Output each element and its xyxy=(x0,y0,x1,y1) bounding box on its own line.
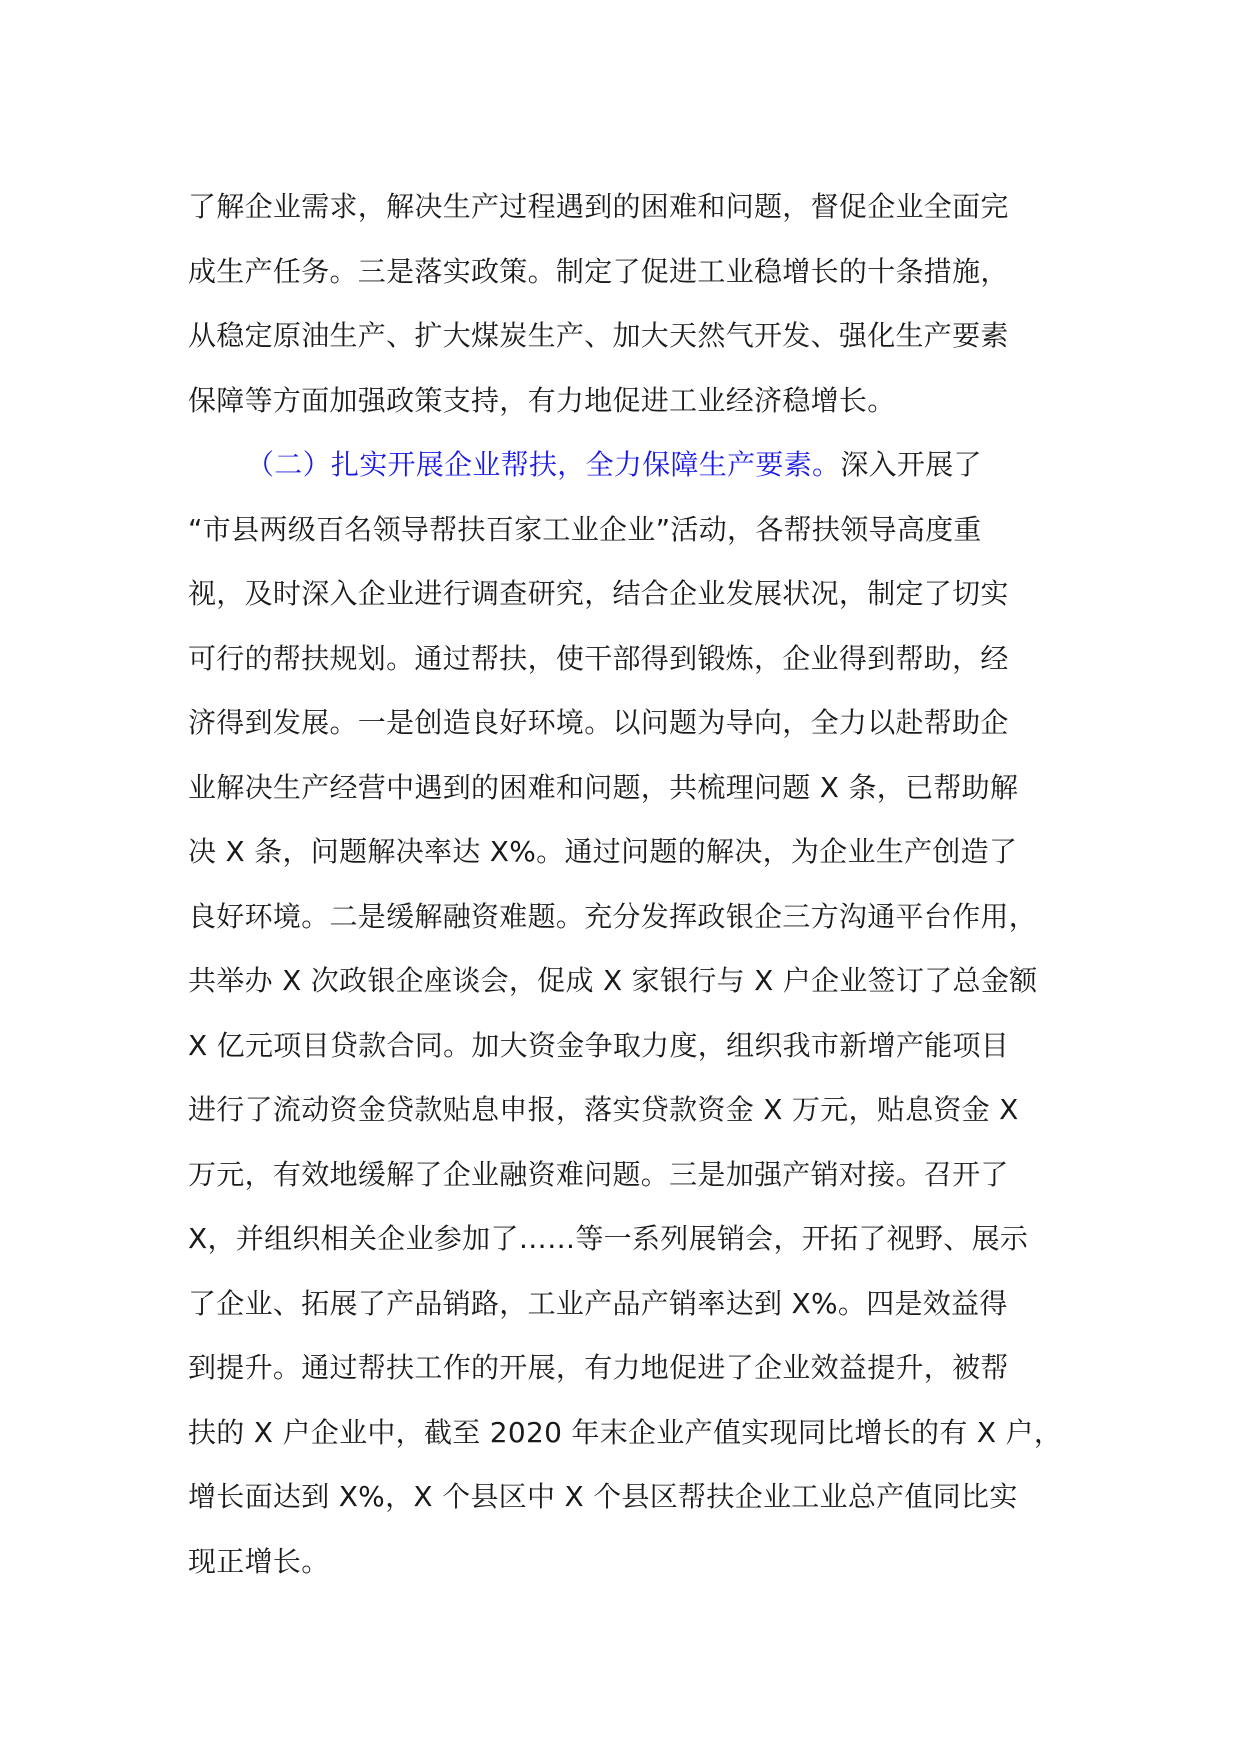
paragraph-2 xyxy=(188,433,1088,1594)
document-body xyxy=(188,175,1088,1594)
paragraph-line: 良好环境。二是缓解融资难题。充分发挥政银企三方沟通平台作用， xyxy=(188,899,1038,933)
paragraph-line: 可行的帮扶规划。通过帮扶，使干部得到锻炼，企业得到帮助，经 xyxy=(188,641,1009,675)
paragraph-line: 视，及时深入企业进行调查研究，结合企业发展状况，制定了切实 xyxy=(188,577,1009,610)
paragraph-line: 从稳定原油生产、扩大煤炭生产、加大天然气开发、强化生产要素 xyxy=(188,319,1009,352)
paragraph-line: 现正增长。 xyxy=(188,1544,330,1578)
paragraph-line: 到提升。通过帮扶工作的开展，有力地促进了企业效益提升，被帮 xyxy=(188,1351,1009,1384)
paragraph-line: 保障等方面加强政策支持，有力地促进工业经济稳增长。 xyxy=(188,383,896,417)
paragraph-first-line xyxy=(188,433,1088,498)
paragraph-1 xyxy=(188,175,1088,433)
paragraph-line: 决 X 条，问题解决率达 X%。通过问题的解决，为企业生产创造了 xyxy=(188,835,1018,868)
paragraph-line: 共举办 X 次政银企座谈会，促成 X 家银行与 X 户企业签订了总金额 xyxy=(188,964,1038,997)
paragraph-line: 了企业、拓展了产品销路，工业产品产销率达到 X%。四是效益得 xyxy=(188,1286,1008,1320)
paragraph-line: 了解企业需求，解决生产过程遇到的困难和问题，督促企业全面完 xyxy=(188,190,1009,223)
section-heading: （二）扎实开展企业帮扶，全力保障生产要素。 xyxy=(246,448,841,481)
paragraph-line-rest: 深入开展了 xyxy=(840,448,982,481)
paragraph-line: 业解决生产经营中遇到的困难和问题，共梳理问题 X 条，已帮助解 xyxy=(188,770,1019,804)
paragraph-line: X，并组织相关企业参加了……等一系列展销会，开拓了视野、展示 xyxy=(188,1222,1029,1255)
paragraph-line: 扶的 X 户企业中，截至 2020 年末企业产值实现同比增长的有 X 户， xyxy=(188,1415,1063,1449)
paragraph-line: 济得到发展。一是创造良好环境。以问题为导向，全力以赴帮助企 xyxy=(188,706,1009,739)
paragraph-line: 增长面达到 X%，X 个县区中 X 个县区帮扶企业工业总产值同比实 xyxy=(188,1480,1018,1513)
paragraph-line: 万元，有效地缓解了企业融资难问题。三是加强产销对接。召开了 xyxy=(188,1157,1009,1191)
paragraph-line: X 亿元项目贷款合同。加大资金争取力度，组织我市新增产能项目 xyxy=(188,1028,1010,1062)
paragraph-line: “市县两级百名领导帮扶百家工业企业”活动，各帮扶领导高度重 xyxy=(188,512,982,546)
paragraph-line: 进行了流动资金贷款贴息申报，落实贷款资金 X 万元，贴息资金 X xyxy=(188,1093,1019,1126)
paragraph-line: 成生产任务。三是落实政策。制定了促进工业稳增长的十条措施， xyxy=(188,254,1009,288)
